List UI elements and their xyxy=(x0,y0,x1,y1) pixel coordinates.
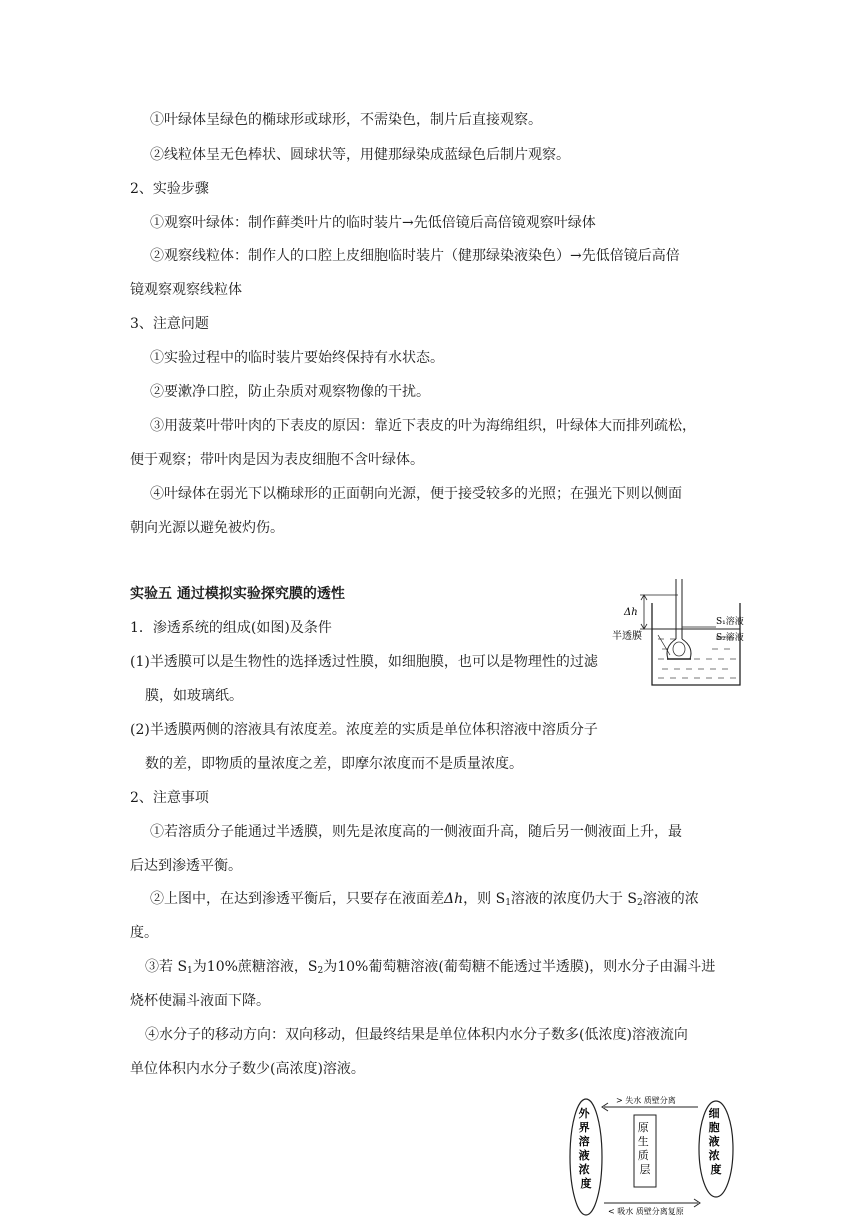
bottom-arrow-label: < 吸水 质壁分离复原 xyxy=(608,1207,684,1216)
osmosis-note-3-a: ③若 S xyxy=(145,959,188,975)
osmosis-system-heading: 1．渗透系统的组成(如图)及条件 xyxy=(130,620,332,636)
cell-sap-char: 细 xyxy=(708,1107,720,1120)
chloroplast-shape-item: ①叶绿体呈绿色的椭球形或球形，不需染色，制片后直接观察。 xyxy=(150,112,542,128)
steps-heading: 2、实验步骤 xyxy=(130,181,209,197)
external-char: 液 xyxy=(578,1149,590,1162)
osmosis-note-3-cont: 烧杯使漏斗液面下降。 xyxy=(130,993,270,1009)
osmosis-note-2-cont: 度。 xyxy=(130,925,158,941)
osmosis-note-2-b: ，则 S xyxy=(463,891,506,907)
top-arrow-label: > 失水 质壁分离 xyxy=(616,1096,676,1105)
external-char: 界 xyxy=(578,1121,590,1134)
note-1: ①实验过程中的临时装片要始终保持有水状态。 xyxy=(150,350,444,366)
concentration-paragraph: (2)半透膜两侧的溶液具有浓度差。浓度差的实质是单位体积溶液中溶质分子 xyxy=(130,722,598,738)
external-char: 外 xyxy=(578,1107,590,1120)
osmosis-note-4: ④水分子的移动方向：双向移动，但最终结果是单位体积内水分子数多(低浓度)溶液流向 xyxy=(145,1027,688,1043)
protoplast-char: 层 xyxy=(639,1163,651,1176)
beaker-outline xyxy=(652,603,740,685)
osmosis-note-2-c: 溶液的浓度仍大于 S xyxy=(510,891,637,907)
concentration-paragraph-cont: 数的差，即物质的量浓度之差，即摩尔浓度而不是质量浓度。 xyxy=(145,756,523,772)
subscript-2: 2 xyxy=(317,966,324,976)
osmosis-note-3 xyxy=(145,957,715,977)
s2-solution-label: S₂溶液 xyxy=(716,633,744,643)
cell-sap-char: 胞 xyxy=(708,1121,720,1134)
osmosis-note-2-d: 溶液的浓 xyxy=(642,891,699,907)
delta-h-symbol: Δh xyxy=(444,891,464,907)
osmosis-note-1-cont: 后达到渗透平衡。 xyxy=(130,858,242,874)
step-observe-chloroplast: ①观察叶绿体：制作藓类叶片的临时装片→先低倍镜后高倍镜观察叶绿体 xyxy=(150,215,596,231)
s1-solution-label: S₁溶液 xyxy=(716,617,744,627)
protoplast-layer-label xyxy=(638,1121,653,1176)
mitochondria-shape-item: ②线粒体呈无色棒状、圆球状等，用健那绿染成蓝绿色后制片观察。 xyxy=(150,147,570,163)
subscript-1: 1 xyxy=(187,966,193,976)
membrane-paragraph-cont: 膜，如玻璃纸。 xyxy=(145,688,243,704)
note-4: ④叶绿体在弱光下以椭球形的正面朝向光源，便于接受较多的光照；在强光下则以侧面 xyxy=(150,486,682,502)
subscript-1: 1 xyxy=(505,898,511,908)
cell-sap-char: 度 xyxy=(710,1163,722,1176)
osmosis-note-3-b: 为10%蔗糖溶液，S xyxy=(192,959,318,975)
note-3: ③用菠菜叶带叶肉的下表皮的原因：靠近下表皮的叶为海绵组织，叶绿体大而排列疏松， xyxy=(150,418,696,434)
notes-heading: 3、注意问题 xyxy=(130,316,209,332)
plasmolysis-diagram xyxy=(568,1089,744,1216)
step-observe-mitochondria: ②观察线粒体：制作人的口腔上皮细胞临时装片（健那绿染液染色）→先低倍镜后高倍 xyxy=(150,248,680,264)
membrane-label: 半透膜 xyxy=(612,631,642,642)
delta-h-label: Δh xyxy=(624,607,638,618)
osmosis-note-2-a: ②上图中，在达到渗透平衡后，只要存在液面差 xyxy=(150,891,444,907)
protoplast-char: 原 xyxy=(637,1121,649,1134)
external-char: 溶 xyxy=(578,1135,590,1148)
membrane-leader xyxy=(658,635,670,655)
experiment-five-title: 实验五 通过模拟实验探究膜的透性 xyxy=(130,586,345,602)
protoplast-char: 生 xyxy=(637,1135,649,1148)
cell-sap-char: 液 xyxy=(708,1135,720,1148)
osmosis-note-3-c: 为10%葡萄糖溶液(葡萄糖不能透过半透膜)，则水分子由漏斗进 xyxy=(323,959,716,975)
osmosis-note-1: ①若溶质分子能通过半透膜，则先是浓度高的一侧液面升高，随后另一侧液面上升，最 xyxy=(150,824,682,840)
note-2: ②要漱净口腔，防止杂质对观察物像的干扰。 xyxy=(150,384,430,400)
osmosis-apparatus-figure xyxy=(612,577,764,689)
osmosis-note-2 xyxy=(150,889,699,909)
cell-sap-label xyxy=(709,1106,724,1176)
membrane-paragraph: (1)半透膜可以是生物性的选择透过性膜，如细胞膜，也可以是物理性的过滤 xyxy=(130,654,598,670)
note-4-cont: 朝向光源以避免被灼伤。 xyxy=(130,520,284,536)
osmosis-note-4-cont: 单位体积内水分子数少(高浓度)溶液。 xyxy=(130,1061,365,1077)
note-3-cont: 便于观察；带叶肉是因为表皮细胞不含叶绿体。 xyxy=(130,452,424,468)
external-solution-label xyxy=(579,1106,594,1190)
osmosis-notes-heading: 2、注意事项 xyxy=(130,790,209,806)
protoplast-char: 质 xyxy=(637,1149,649,1162)
external-char: 浓 xyxy=(578,1163,590,1176)
step-observe-mitochondria-cont: 镜观察观察线粒体 xyxy=(130,282,242,298)
subscript-2: 2 xyxy=(636,898,643,908)
cell-sap-char: 浓 xyxy=(708,1149,720,1162)
external-char: 度 xyxy=(580,1177,592,1190)
